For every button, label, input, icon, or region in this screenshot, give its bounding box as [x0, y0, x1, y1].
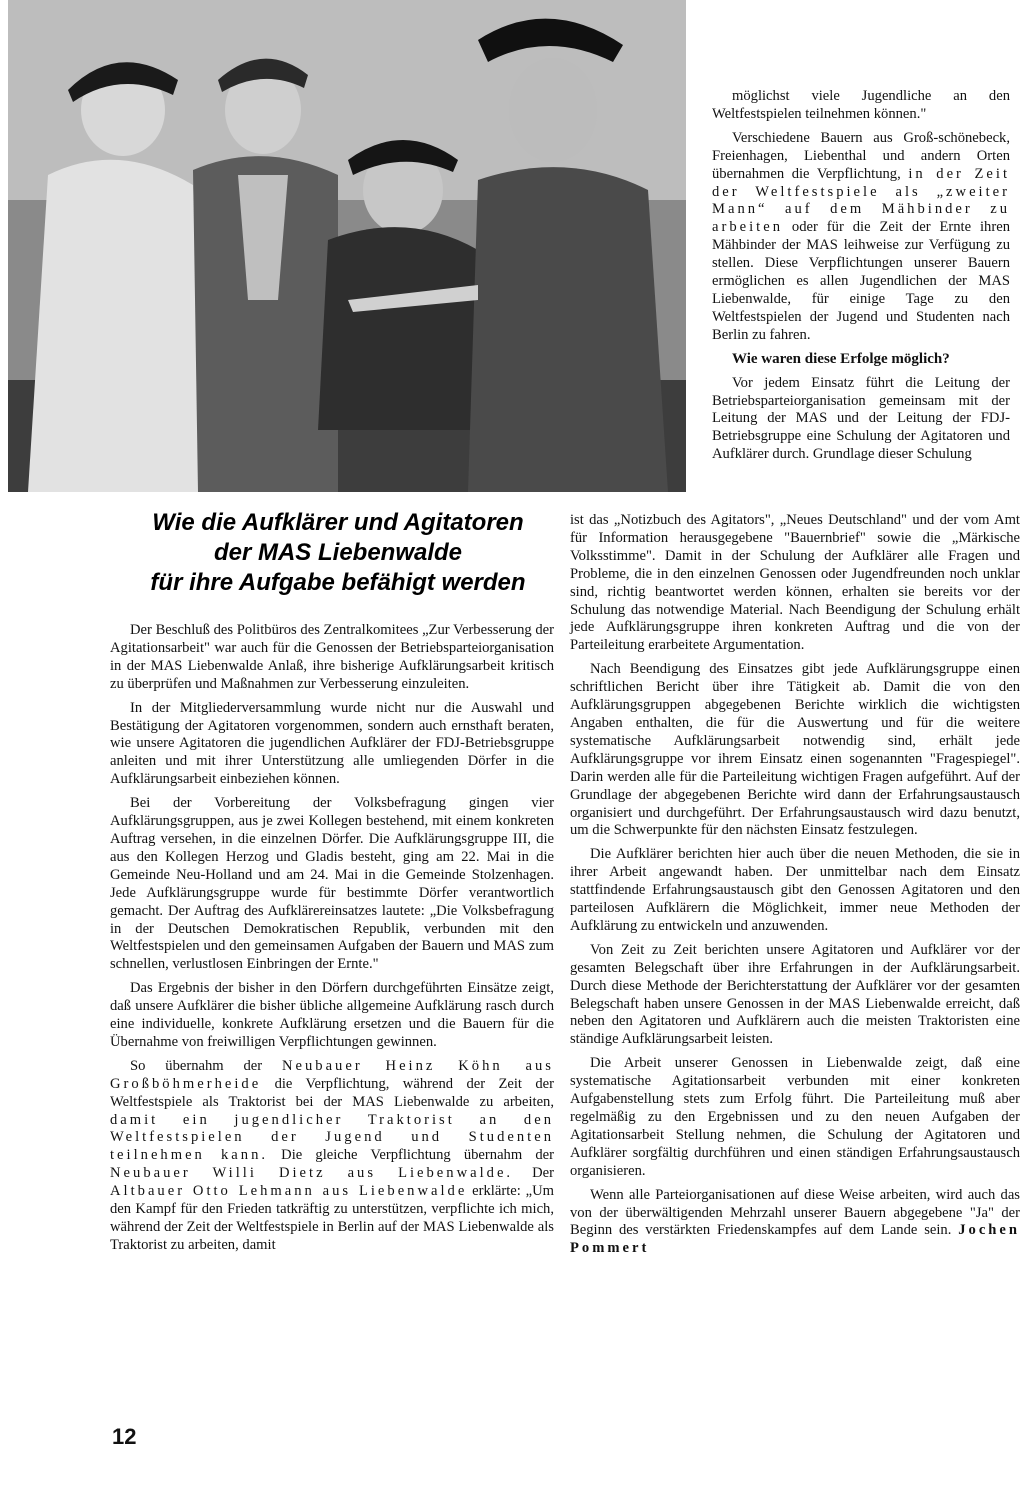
paragraph: [110, 1058, 554, 1255]
article-photo: [8, 0, 686, 492]
paragraph: [712, 130, 1010, 345]
page-number: 12: [112, 1424, 137, 1449]
spaced-text-run: Neubauer Heinz Köhn aus Großböhmerheide: [110, 1057, 554, 1092]
paragraph: Bei der Vorbereitung der Volksbefragung gingen vier Aufklärungsgruppen, aus je zwei Kollegen bestehend, mit einem konkreten Auftrag versehen, in die einzelnen Dörfer. Die Aufklärungsgruppe III, die aus den Kollegen Herzog und Gladis besteht, ging am 22. Mai in die Gemeinde Neu-Holland und am 24. Mai in die Gemeinde Stolzenhagen. Jede Aufklärungsgruppe wurde für bestimmte Dörfer verantwortlich gemacht. Der Auftrag des Aufklärereinsatzes lautete: „Die Volksbefragung in der Deutschen Demokratischen Republik, verbunden mit den Weltfestspielen und den gemeinsamen Aufgaben der Bauern und MAS zum schnellen, verlustlosen Einbringen der Ernte.": [110, 795, 554, 973]
paragraph: Die Arbeit unserer Genossen in Liebenwalde zeigt, daß eine systematische Agitationsarbeit verbunden mit einer konkreten Aufgabenstellung stets zum Erfolg führt. Die Parteileitung muß aber regelmäßig zu den Ergebnissen und zu den neuen Aufgaben der Agitationsarbeit Stellung nehmen, die Schulung der Agitatoren und Aufklärer sorgfältig durchführen und einen ständigen Erfahrungsaustausch organisieren.: [570, 1055, 1020, 1179]
text-run: Die gleiche Verpflichtung übernahm der: [268, 1147, 554, 1164]
text-run: erklärte: „Um den Kampf für den Frieden tatkräftig zu unterstützen, verpflichte ich mich, während der Zeit der Weltfestspiele in Berlin auf der MAS Liebenwalde als Traktorist zu arbeiten, damit: [110, 1183, 555, 1253]
headline-line-3: für ihre Aufgabe befähigt werden: [150, 569, 526, 596]
paragraph: Von Zeit zu Zeit berichten unsere Agitatoren und Aufklärer vor der gesamten Belegschaft über ihre Erfahrungen in der Aufklärungsarbeit. Durch diese Methode der Berichterstattung der Aufklärer vor der gesamten Belegschaft haben unsere Genossen in der MAS Liebenwalde erreicht, daß neben den Agitatoren und Aufklärern auch die meisten Traktoristen eine ständige Aufklärungsarbeit leisten.: [570, 941, 1020, 1048]
right-column-bottom: [570, 512, 1020, 1264]
text-run: So übernahm der: [130, 1057, 282, 1074]
paragraph: In der Mitgliederversammlung wurde nicht nur die Auswahl und Bestätigung der Agitatoren vorgenommen, sondern auch ernsthaft beraten, wie unsere Agitatoren die jugendlichen Aufklärer der FDJ-Betriebsgruppe anleiten und mit ihrer Unterstützung alle umliegenden Dörfer in die Aufklärungsarbeit einbeziehen können.: [110, 699, 554, 788]
spaced-text-run: Neubauer Willi Dietz aus Liebenwalde.: [110, 1165, 514, 1182]
paragraph: ist das „Notizbuch des Agitators", „Neues Deutschland" und der vom Amt für Information herausgegebene "Bauernbrief" sowie die „Märkische Volksstimme". Damit in der Schulung der Aufklärer alle Fragen und Probleme, die in den einzelnen Genossen oder Jugendfreunden noch unklar sind, richtig beantwortet werden können, erhalten sie bereits vor der Schulung das notwendige Material. Nach Beendigung der Schulung erhält jede Aufklärungsgruppe ihren konkreten Auftrag und die von der Parteileitung erarbeitete Argumentation.: [570, 512, 1020, 654]
paragraph: Das Ergebnis der bisher in den Dörfern durchgeführten Einsätze zeigt, daß unsere Aufklärer die bisher übliche allgemeine Aufklärung rasch durch eine individuelle, konkrete Aufklärung ersetzen und die Bauern für die Übernahme von freiwilligen Verpflichtungen gewinnen.: [110, 980, 554, 1050]
paragraph: Die Aufklärer berichten hier auch über die neuen Methoden, die sie in ihrer Arbeit angewandt haben. Der unmittelbar nach dem Einsatz stattfindende Erfahrungsaustausch gibt den Genossen Agitatoren und den parteilosen Aufklärern die Möglichkeit, immer neue Methoden der Aufklärung zu entwickeln und anzuwenden.: [570, 846, 1020, 934]
text-run: oder für die Zeit der Ernte ihren Mähbinder der MAS leihweise zur Verfügung zu stellen. Diese Verpflichtungen unserer Bauern ermöglichen es allen Jugendlichen der MAS Liebenwalde, für einige Tage zu den Weltfestspielen der Jugend und Studenten nach Berlin zu fahren.: [712, 219, 1010, 343]
spaced-text-run: Altbauer Otto Lehmann aus Liebenwalde: [110, 1183, 468, 1200]
paragraph: Vor jedem Einsatz führt die Leitung der Betriebsparteiorganisation gemeinsam mit der Leitung der MAS und der Leitung der FDJ-Betriebsgruppe eine Schulung der Agitatoren und Aufklärer durch. Grundlage dieser Schulung: [712, 374, 1010, 463]
text-run: Verschiedene Bauern aus Groß-schönebeck, Freienhagen, Liebenthal und andern Orten übernahmen die Verpflichtung,: [712, 129, 1010, 182]
text-run: die Verpflichtung, während der Zeit der Weltfestspiele als Traktorist bei der MAS Liebenwalde zu arbeiten,: [110, 1075, 554, 1110]
photo-illustration: [8, 0, 686, 492]
headline-line-1: Wie die Aufklärer und Agitatoren: [152, 509, 524, 536]
article-headline: [108, 508, 568, 598]
headline-line-2: der MAS Liebenwalde: [213, 539, 463, 566]
paragraph: Der Beschluß des Politbüros des Zentralkomitees „Zur Verbesserung der Agitationsarbeit" war auch für die Genossen der Betriebsparteiorganisation in der MAS Liebenwalde Anlaß, ihre bisherige Aufklärungsarbeit kritisch zu überprüfen und Maßnahmen zur Verbesserung einzuleiten.: [110, 622, 554, 692]
text-run: Der: [513, 1165, 555, 1182]
text-run: Wenn alle Parteiorganisationen auf diese Weise arbeiten, wird auch das von der überwältigenden Mehrzahl unserer Bauern abgegebene "Ja" der Beginn des verstärkten Friedenskampfes auf dem Lande sein.: [570, 1186, 1020, 1239]
spaced-text-run: in der Zeit der Weltfestspiele als „zweiter Mann“ auf dem Mähbinder zu arbeiten: [712, 165, 1010, 236]
author-name: Jochen Pommert: [570, 1222, 1020, 1257]
left-column: [110, 622, 554, 1261]
spaced-text-run: damit ein jugendlicher Traktorist an den Weltfestspielen der Jugend und Studenten teilnehmen kann.: [110, 1111, 554, 1164]
section-subheading: Wie waren diese Erfolge möglich?: [732, 350, 950, 367]
paragraph: [570, 1187, 1020, 1259]
paragraph: Nach Beendigung des Einsatzes gibt jede Aufklärungsgruppe einen schriftlichen Bericht über ihre Tätigkeit ab. Damit die von den Aufklärungsgruppen abgegebenen Berichte wirklich die wichtigsten Angaben enthalten, die für die Auswertung und für die weitere systematische Aufklärungsarbeit notwendig sind, erhält jede Aufklärungsgruppe vor ihrem Einsatz einen sogenannten "Fragespiegel". Darin werden alle für die Parteileitung wichtigen Fragen aufgeführt. Auf der Grundlage der abgegebenen Berichte wird dann der Erfahrungsaustausch organisiert und durchgeführt. Der Erfahrungsaustausch wird dazu benutzt, um die Schwerpunkte für den nächsten Einsatz festzulegen.: [570, 661, 1020, 839]
right-column-top: [712, 88, 1010, 470]
paragraph: möglichst viele Jugendliche an den Weltfestspielen teilnehmen können.": [712, 88, 1010, 122]
